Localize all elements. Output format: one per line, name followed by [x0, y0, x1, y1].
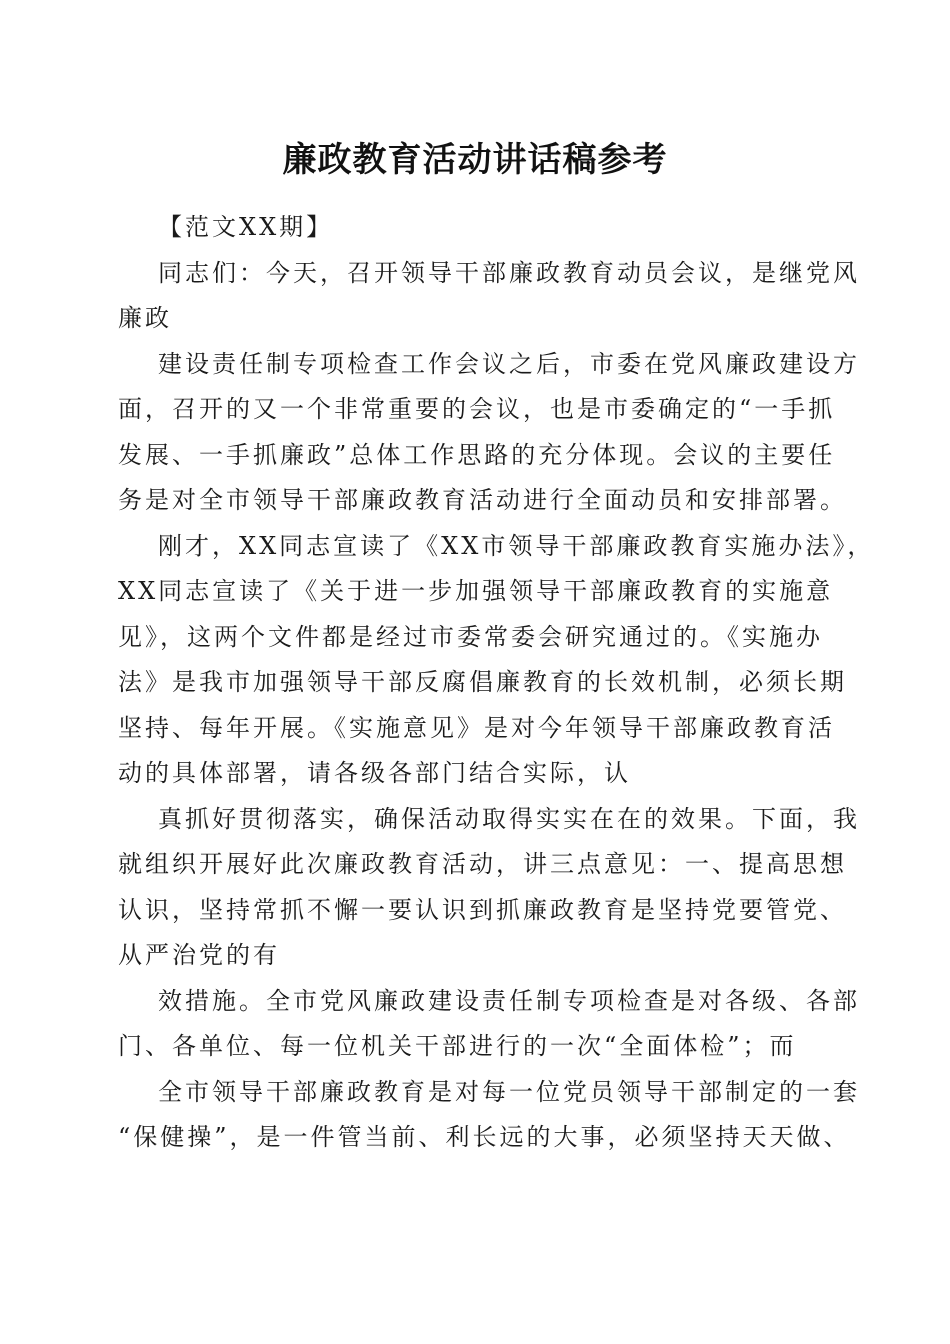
text-line: 见》，这两个文件都是经过市委常委会研究通过的。《实施办 — [118, 622, 823, 651]
text-line: 动的具体部署，请各级各部门结合实际，认 — [118, 759, 631, 787]
text-line: 务是对全市领导干部廉政教育活动进行全面动员和安排部署。 — [118, 486, 847, 514]
text-line: XX同志宣读了《关于进一步加强领导干部廉政教育的实施意 — [118, 577, 834, 605]
text-line: “保健操”，是一件管当前、利长远的大事，必须坚持天天做、 — [118, 1123, 851, 1151]
text-line: 门、各单位、每一位机关干部进行的一次“全面体检”；而 — [118, 1032, 797, 1060]
text-line: 真抓好贯彻落实，确保活动取得实实在在的效果。下面，我 — [158, 804, 860, 833]
text-line: 从严治党的有 — [118, 941, 280, 969]
text-line: 建设责任制专项检查工作会议之后，市委在党风廉政建设方 — [158, 349, 860, 378]
text-line: 同志们：今天，召开领导干部廉政教育动员会议，是继党风 — [158, 258, 860, 287]
text-line: 【范文XX期】 — [158, 213, 334, 241]
text-line: 法》是我市加强领导干部反腐倡廉教育的长效机制，必须长期 — [118, 668, 847, 696]
text-line: 刚才，XX同志宣读了《XX市领导干部廉政教育实施办法》， — [158, 531, 875, 560]
text-line: 就组织开展好此次廉政教育活动，讲三点意见：一、提高思想 — [118, 850, 847, 878]
document-body — [118, 205, 875, 1161]
text-line: 全市领导干部廉政教育是对每一位党员领导干部制定的一套 — [158, 1077, 860, 1106]
text-line: 发展、一手抓廉政”总体工作思路的充分体现。会议的主要任 — [118, 440, 836, 469]
text-line: 认识，坚持常抓不懈一要认识到抓廉政教育是坚持党要管党、 — [118, 895, 847, 924]
text-line: 效措施。全市党风廉政建设责任制专项检查是对各级、各部 — [158, 986, 860, 1015]
text-line: 廉政 — [118, 304, 172, 332]
text-line: 坚持、每年开展。《实施意见》是对今年领导干部廉政教育活 — [118, 713, 835, 742]
document-title: 廉政教育活动讲话稿参考 — [282, 140, 668, 180]
text-line: 面，召开的又一个非常重要的会议，也是市委确定的“一手抓 — [118, 395, 836, 423]
